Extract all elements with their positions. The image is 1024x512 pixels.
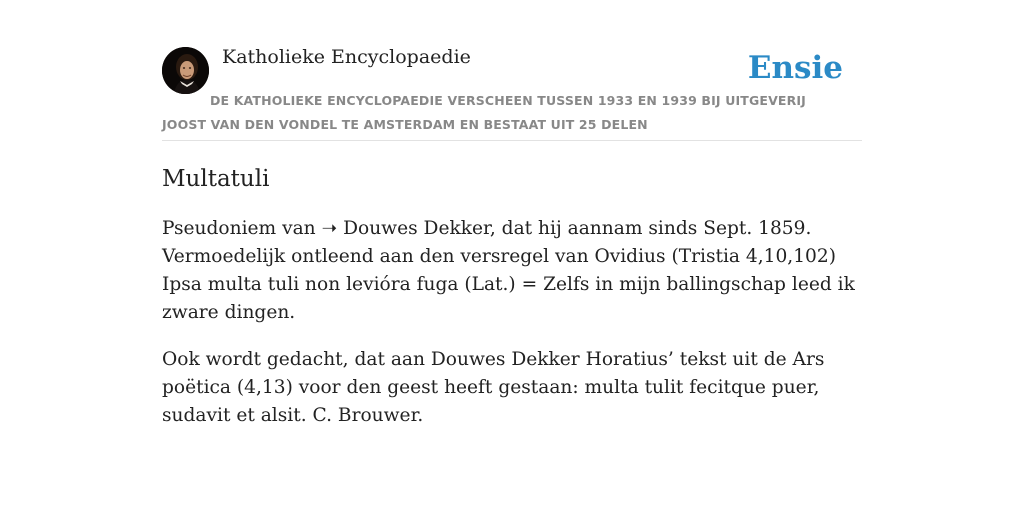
cross-reference-link[interactable] <box>322 218 490 239</box>
portrait-icon <box>162 47 209 94</box>
article-title: Multatuli <box>162 166 270 192</box>
article-paragraph: Ook wordt gedacht, dat aan Douwes Dekker Horatius’ tekst uit de Ars poëtica (4,13) voor den geest heeft gestaan: multa tulit fecitque puer, sudavit et alsit. C. Brouwer. <box>162 349 825 426</box>
ensie-logo-link[interactable]: Ensie <box>747 50 843 86</box>
article-body <box>162 215 862 430</box>
cross-reference-arrow-icon: ➝ <box>321 218 338 239</box>
cross-reference-label: Douwes Dekker <box>343 218 490 239</box>
source-description: DE KATHOLIEKE ENCYCLOPAEDIE VERSCHEEN TUSSEN 1933 EN 1939 BIJ UITGEVERIJ JOOST VAN DEN VONDEL TE AMSTERDAM EN BESTAAT UIT 25 DELEN <box>162 93 806 132</box>
source-avatar[interactable] <box>162 47 209 94</box>
source-title-link[interactable]: Katholieke Encyclopaedie <box>222 46 471 68</box>
paragraph-text: Pseudoniem van <box>162 218 322 239</box>
article <box>162 162 862 430</box>
article-paragraph <box>162 215 862 327</box>
paragraph-text: , dat hij aannam sinds Sept. 1859. Vermoedelijk ontleend aan den versregel van Ovidius (Tristia 4,10,102) Ipsa multa tuli non levióra fuga (Lat.) = Zelfs in mijn ballingschap leed ik zware dingen. <box>162 218 855 323</box>
source-header <box>162 44 862 141</box>
